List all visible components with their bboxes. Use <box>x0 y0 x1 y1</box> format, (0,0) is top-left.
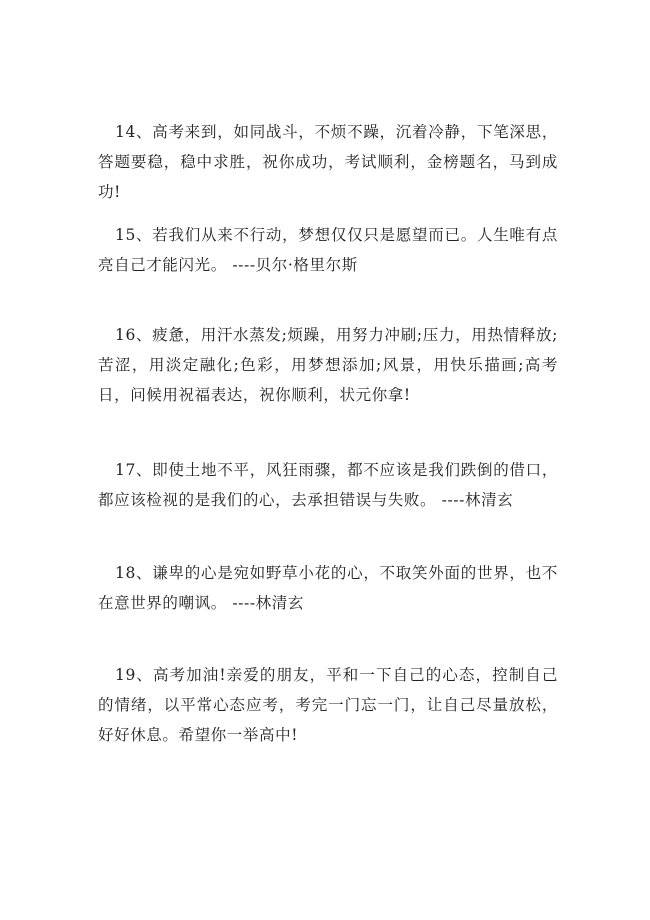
quote-paragraph-17: 17、即使土地不平，风狂雨骤，都不应该是我们跌倒的借口，都应该检视的是我们的心，去承担错误与失败。 ----林清玄 <box>98 461 558 509</box>
quote-paragraph-18: 18、谦卑的心是宛如野草小花的心，不取笑外面的世界，也不在意世界的嘲讽。 ----林清玄 <box>98 564 558 612</box>
quote-paragraph-15: 15、若我们从来不行动，梦想仅仅只是愿望而已。人生唯有点亮自己才能闪光。 ----贝尔·格里尔斯 <box>98 226 558 274</box>
quote-paragraph-19: 19、高考加油!亲爱的朋友，平和一下自己的心态，控制自己的情绪，以平常心态应考，考完一门忘一门，让自己尽量放松，好好休息。希望你一举高中! <box>98 666 558 744</box>
quote-paragraph-16: 16、疲惫，用汗水蒸发;烦躁，用努力冲刷;压力，用热情释放;苦涩，用淡定融化;色彩，用梦想添加;风景，用快乐描画;高考日，问候用祝福表达，祝你顺利，状元你拿! <box>98 326 558 404</box>
quote-paragraph-14: 14、高考来到，如同战斗，不烦不躁，沉着冷静，下笔深思，答题要稳，稳中求胜，祝你成功，考试顺利，金榜题名，马到成功! <box>98 123 558 201</box>
